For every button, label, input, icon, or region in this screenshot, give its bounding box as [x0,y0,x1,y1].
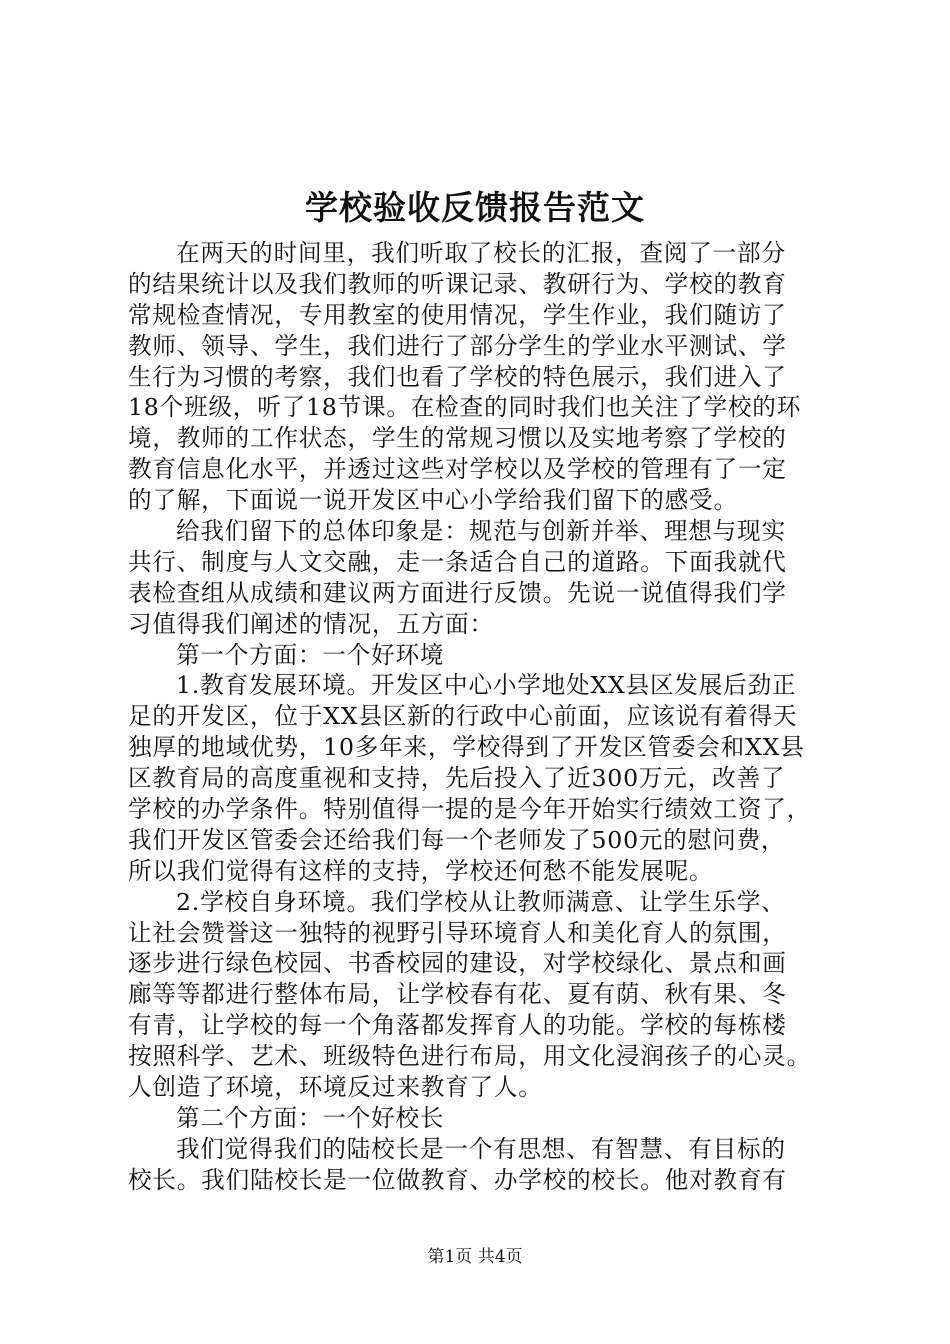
paragraph-item-2 [128,887,838,1103]
text-line: 让社会赞誉这一独特的视野引导环境育人和美化育人的氛围， [128,918,787,947]
text-line: 足的开发区，位于XX县区新的行政中心前面，应该说有着得天 [128,702,798,731]
text-line: 我们开发区管委会还给我们每一个老师发了500元的慰问费， [128,825,786,854]
text-line: 学校的办学条件。特别值得一提的是今年开始实行绩效工资了， [128,795,812,824]
text-line: 在两天的时间里，我们听取了校长的汇报，查阅了一部分 [176,239,786,267]
paragraph-impression [128,516,838,640]
text-line: 教师、领导、学生，我们进行了部分学生的学业水平测试、学 [128,331,787,360]
text-line: 18个班级，听了18节课。在检查的同时我们也关注了学校的环 [128,393,802,422]
text-line: 的了解，下面说一说开发区中心小学给我们留下的感受。 [128,486,738,515]
text-line: 有青，让学校的每一个角落都发挥育人的功能。学校的每栋楼 [128,1011,787,1040]
text-line: 独厚的地域优势，10多年来，学校得到了开发区管委会和XX县 [128,733,805,762]
text-line: 共行、制度与人文交融，走一条适合自己的道路。下面我就代 [128,547,787,576]
text-line: 区教育局的高度重视和支持，先后投入了近300万元，改善了 [128,764,786,793]
text-line: 第二个方面：一个好校长 [176,1103,445,1132]
section-heading-1 [128,640,838,671]
text-line: 的结果统计以及我们教师的听课记录、教研行为、学校的教育 [128,269,787,298]
text-line: 习值得我们阐述的情况，五方面： [128,609,494,638]
paragraph-item-1 [128,670,838,886]
text-line: 生行为习惯的考察，我们也看了学校的特色展示，我们进入了 [128,362,787,391]
document-body [128,238,838,1196]
text-line: 2.学校自身环境。我们学校从让教师满意、让学生乐学、 [176,887,786,916]
text-line: 按照科学、艺术、班级特色进行布局，用文化浸润孩子的心灵。 [128,1042,812,1071]
text-line: 常规检查情况，专用教室的使用情况，学生作业，我们随访了 [128,300,787,329]
document-title: 学校验收反馈报告范文 [305,188,645,227]
text-line: 1.教育发展环境。开发区中心小学地处XX县区发展后劲正 [176,671,797,700]
paragraph-principal [128,1134,838,1196]
page-footer: 第1页 共4页 [427,1247,523,1267]
text-line: 教育信息化水平，并透过这些对学校以及学校的管理有了一定 [128,455,787,484]
text-line: 我们觉得我们的陆校长是一个有思想、有智慧、有目标的 [176,1134,786,1163]
section-heading-2 [128,1103,838,1134]
text-line: 表检查组从成绩和建议两方面进行反馈。先说一说值得我们学 [128,578,787,607]
text-line: 廊等等都进行整体布局，让学校春有花、夏有荫、秋有果、冬 [128,980,787,1009]
text-line: 人创造了环境，环境反过来教育了人。 [128,1073,543,1102]
text-line: 校长。我们陆校长是一位做教育、办学校的校长。他对教育有 [128,1165,787,1194]
paragraph-intro [128,238,838,516]
text-line: 给我们留下的总体印象是：规范与创新并举、理想与现实 [176,517,786,546]
text-line: 逐步进行绿色校园、书香校园的建设，对学校绿化、景点和画 [128,949,787,978]
text-line: 第一个方面：一个好环境 [176,640,445,669]
text-line: 所以我们觉得有这样的支持，学校还何愁不能发展呢。 [128,856,714,885]
text-line: 境，教师的工作状态，学生的常规习惯以及实地考察了学校的 [128,424,787,453]
